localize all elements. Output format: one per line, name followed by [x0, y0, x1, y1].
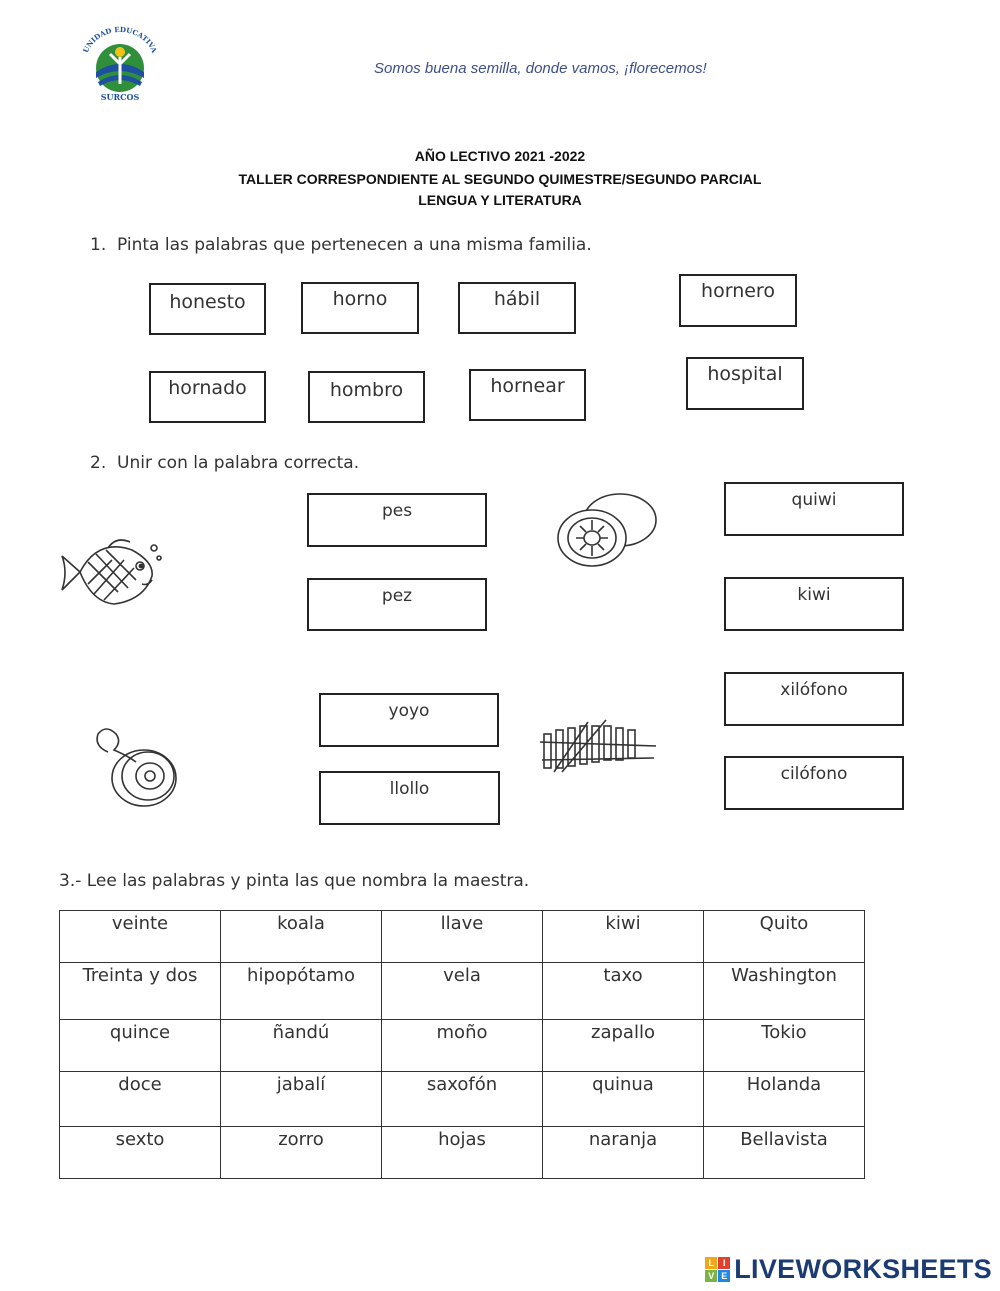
word-box-horno[interactable]: horno	[301, 282, 419, 334]
grid-cell[interactable]: hojas	[382, 1127, 543, 1179]
brand-icon-letter: L	[705, 1257, 717, 1269]
logo-text-top: UNIDAD EDUCATIVA	[80, 26, 160, 55]
grid-cell[interactable]: veinte	[60, 911, 221, 963]
q2-number: 2.	[90, 453, 107, 473]
liveworksheets-brand[interactable]	[705, 1254, 992, 1285]
grid-cell[interactable]: Tokio	[704, 1020, 865, 1072]
grid-cell[interactable]: moño	[382, 1020, 543, 1072]
option-pes[interactable]: pes	[307, 493, 487, 547]
word-box-habil[interactable]: hábil	[458, 282, 576, 334]
grid-cell[interactable]: taxo	[543, 963, 704, 1020]
logo-text-bottom: SURCOS	[100, 92, 140, 102]
grid-cell[interactable]: Bellavista	[704, 1127, 865, 1179]
header-workshop-title: TALLER CORRESPONDIENTE AL SEGUNDO QUIMESTRE/SEGUNDO PARCIAL	[238, 171, 762, 187]
word-box-hornero[interactable]: hornero	[679, 274, 797, 327]
grid-cell[interactable]: sexto	[60, 1127, 221, 1179]
school-motto: Somos buena semilla, donde vamos, ¡florecemos!	[374, 60, 707, 77]
grid-cell[interactable]: Washington	[704, 963, 865, 1020]
school-logo	[78, 26, 162, 102]
grid-cell[interactable]: ñandú	[221, 1020, 382, 1072]
option-yoyo[interactable]: yoyo	[319, 693, 499, 747]
table-row	[60, 1127, 865, 1179]
brand-icon-letter: E	[718, 1270, 730, 1282]
grid-cell[interactable]: quinua	[543, 1072, 704, 1127]
option-xilofono[interactable]: xilófono	[724, 672, 904, 726]
header-subject: LENGUA Y LITERATURA	[418, 192, 582, 208]
word-box-hornado[interactable]: hornado	[149, 371, 266, 423]
header-school-year: AÑO LECTIVO 2021 -2022	[414, 148, 586, 164]
option-llollo[interactable]: llollo	[319, 771, 500, 825]
option-cilofono[interactable]: cilófono	[724, 756, 904, 810]
table-row	[60, 1020, 865, 1072]
fish-icon	[58, 532, 162, 612]
word-grid	[59, 910, 865, 1179]
option-pez[interactable]: pez	[307, 578, 487, 631]
grid-cell[interactable]: zorro	[221, 1127, 382, 1179]
word-box-hospital[interactable]: hospital	[686, 357, 804, 410]
yoyo-icon	[88, 722, 182, 812]
word-box-honesto[interactable]: honesto	[149, 283, 266, 335]
grid-cell[interactable]: hipopótamo	[221, 963, 382, 1020]
grid-cell[interactable]: doce	[60, 1072, 221, 1127]
grid-cell[interactable]: jabalí	[221, 1072, 382, 1127]
grid-cell[interactable]: kiwi	[543, 911, 704, 963]
grid-cell[interactable]: naranja	[543, 1127, 704, 1179]
grid-cell[interactable]: Quito	[704, 911, 865, 963]
grid-cell[interactable]: vela	[382, 963, 543, 1020]
grid-cell[interactable]: llave	[382, 911, 543, 963]
xylophone-icon	[536, 716, 660, 774]
brand-icon-letter: I	[718, 1257, 730, 1269]
q3-instruction: 3.- Lee las palabras y pinta las que nombra la maestra.	[59, 871, 530, 891]
grid-cell[interactable]: Treinta y dos	[60, 963, 221, 1020]
grid-cell[interactable]: quince	[60, 1020, 221, 1072]
kiwi-icon	[552, 490, 660, 570]
table-row	[60, 911, 865, 963]
option-kiwi[interactable]: kiwi	[724, 577, 904, 631]
word-box-hornear[interactable]: hornear	[469, 369, 586, 421]
option-quiwi[interactable]: quiwi	[724, 482, 904, 536]
q1-instruction: Pinta las palabras que pertenecen a una misma familia.	[117, 235, 592, 255]
q1-number: 1.	[90, 235, 107, 255]
table-row	[60, 1072, 865, 1127]
table-row	[60, 963, 865, 1020]
liveworksheets-wordmark: LIVEWORKSHEETS	[734, 1254, 992, 1284]
brand-icon-letter: V	[705, 1270, 717, 1282]
liveworksheets-icon	[705, 1257, 730, 1282]
q2-instruction: Unir con la palabra correcta.	[117, 453, 360, 473]
grid-cell[interactable]: Holanda	[704, 1072, 865, 1127]
grid-cell[interactable]: saxofón	[382, 1072, 543, 1127]
word-box-hombro[interactable]: hombro	[308, 371, 425, 423]
grid-cell[interactable]: zapallo	[543, 1020, 704, 1072]
grid-cell[interactable]: koala	[221, 911, 382, 963]
